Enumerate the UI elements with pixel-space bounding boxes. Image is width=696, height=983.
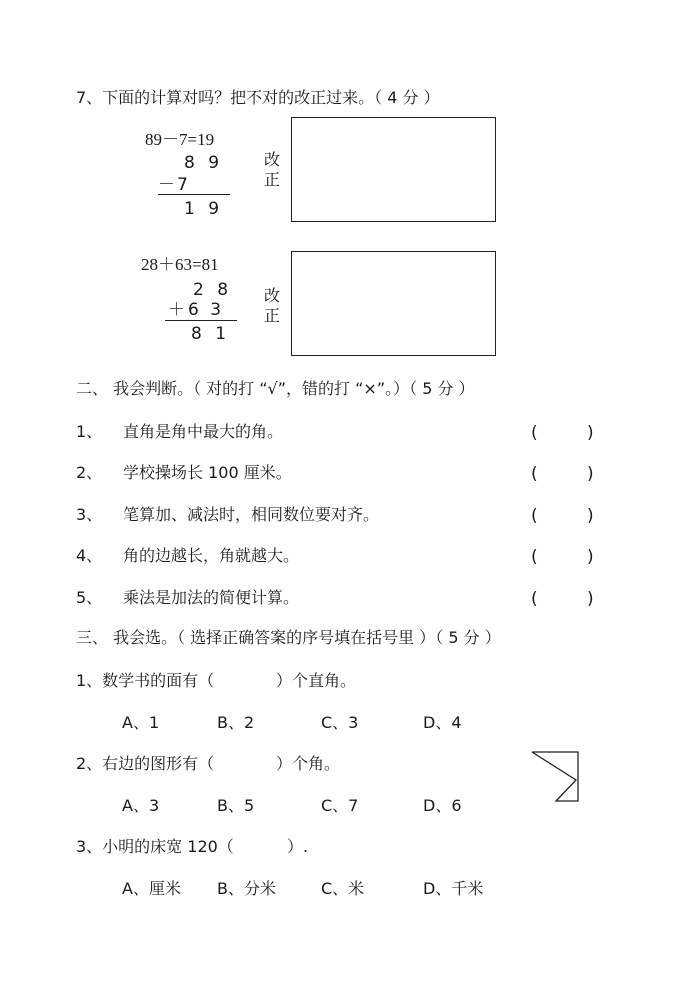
problem2-equation: 28＋63=81 — [141, 255, 219, 274]
judge-item-number: 4、 — [76, 546, 103, 565]
judge-item-number: 5、 — [76, 588, 103, 607]
choice-question-1-stem-a: 1、数学书的面有（ — [76, 671, 215, 690]
answer-close-paren: ) — [587, 506, 594, 526]
problem1-top-number: 8 9 — [184, 153, 224, 173]
section3-title: 三、 我会选。（ 选择正确答案的序号填在括号里 ）（ 5 分 ） — [76, 628, 501, 647]
problem2-operand: ＋6 3 — [168, 300, 225, 320]
problem2-result: 8 1 — [191, 324, 231, 344]
answer-open-paren[interactable]: ( — [531, 589, 538, 609]
answer-close-paren: ) — [587, 589, 594, 609]
problem1-equation: 89－7=19 — [145, 130, 215, 149]
option-a[interactable]: A、厘米 — [122, 879, 181, 898]
answer-open-paren[interactable]: ( — [531, 423, 538, 443]
problem1-sum-line — [158, 194, 230, 195]
judge-item-text: 直角是角中最大的角。 — [123, 422, 284, 441]
option-d[interactable]: D、6 — [423, 796, 462, 815]
answer-open-paren[interactable]: ( — [531, 506, 538, 526]
judge-item-number: 2、 — [76, 463, 103, 482]
option-d[interactable]: D、4 — [423, 713, 462, 732]
judge-item-number: 1、 — [76, 422, 103, 441]
correction-char-gai: 改 — [264, 150, 281, 169]
choice-question-2-stem-a: 2、右边的图形有（ — [76, 754, 215, 773]
choice-question-3-stem-b: ）. — [287, 837, 309, 856]
option-c[interactable]: C、7 — [321, 796, 359, 815]
answer-open-paren[interactable]: ( — [531, 547, 538, 567]
choice-question-3-stem-a: 3、小明的床宽 120（ — [76, 837, 234, 856]
choice-question-1-stem-b: ）个直角。 — [276, 671, 357, 690]
correction-box-2[interactable] — [291, 251, 496, 356]
answer-close-paren: ) — [587, 464, 594, 484]
option-c[interactable]: C、3 — [321, 713, 359, 732]
judge-item-text: 笔算加、减法时，相同数位要对齐。 — [123, 505, 380, 524]
option-a[interactable]: A、1 — [122, 713, 160, 732]
section2-title: 二、 我会判断。（ 对的打 “√”，错的打 “×”。）（ 5 分 ） — [76, 379, 475, 398]
option-b[interactable]: B、分米 — [217, 879, 276, 898]
choice-question-2-stem-b: ）个角。 — [276, 754, 341, 773]
correction-char-gai: 改 — [264, 286, 281, 305]
judge-item-text: 乘法是加法的简便计算。 — [123, 588, 300, 607]
judge-item-number: 3、 — [76, 505, 103, 524]
problem1-operand: －7 — [158, 175, 190, 195]
option-a[interactable]: A、3 — [122, 796, 160, 815]
problem2-sum-line — [165, 320, 237, 321]
judge-item-text: 角的边越长，角就越大。 — [123, 546, 300, 565]
option-b[interactable]: B、5 — [217, 796, 255, 815]
q7-title: 7、下面的计算对吗？把不对的改正过来。（ 4 分 ） — [76, 88, 440, 107]
judge-item-text: 学校操场长 100 厘米。 — [123, 463, 292, 482]
option-c[interactable]: C、米 — [321, 879, 365, 898]
problem1-result: 1 9 — [184, 199, 224, 219]
option-d[interactable]: D、千米 — [423, 879, 484, 898]
correction-char-zheng: 正 — [264, 306, 281, 325]
correction-char-zheng: 正 — [264, 170, 281, 189]
answer-close-paren: ) — [587, 423, 594, 443]
correction-label-2 — [264, 286, 280, 326]
answer-open-paren[interactable]: ( — [531, 464, 538, 484]
option-b[interactable]: B、2 — [217, 713, 255, 732]
angle-figure — [530, 750, 582, 804]
problem2-top-number: 2 8 — [193, 280, 233, 300]
correction-box-1[interactable] — [291, 117, 496, 222]
correction-label-1 — [264, 150, 280, 190]
angle-figure-outline — [532, 752, 578, 801]
answer-close-paren: ) — [587, 547, 594, 567]
